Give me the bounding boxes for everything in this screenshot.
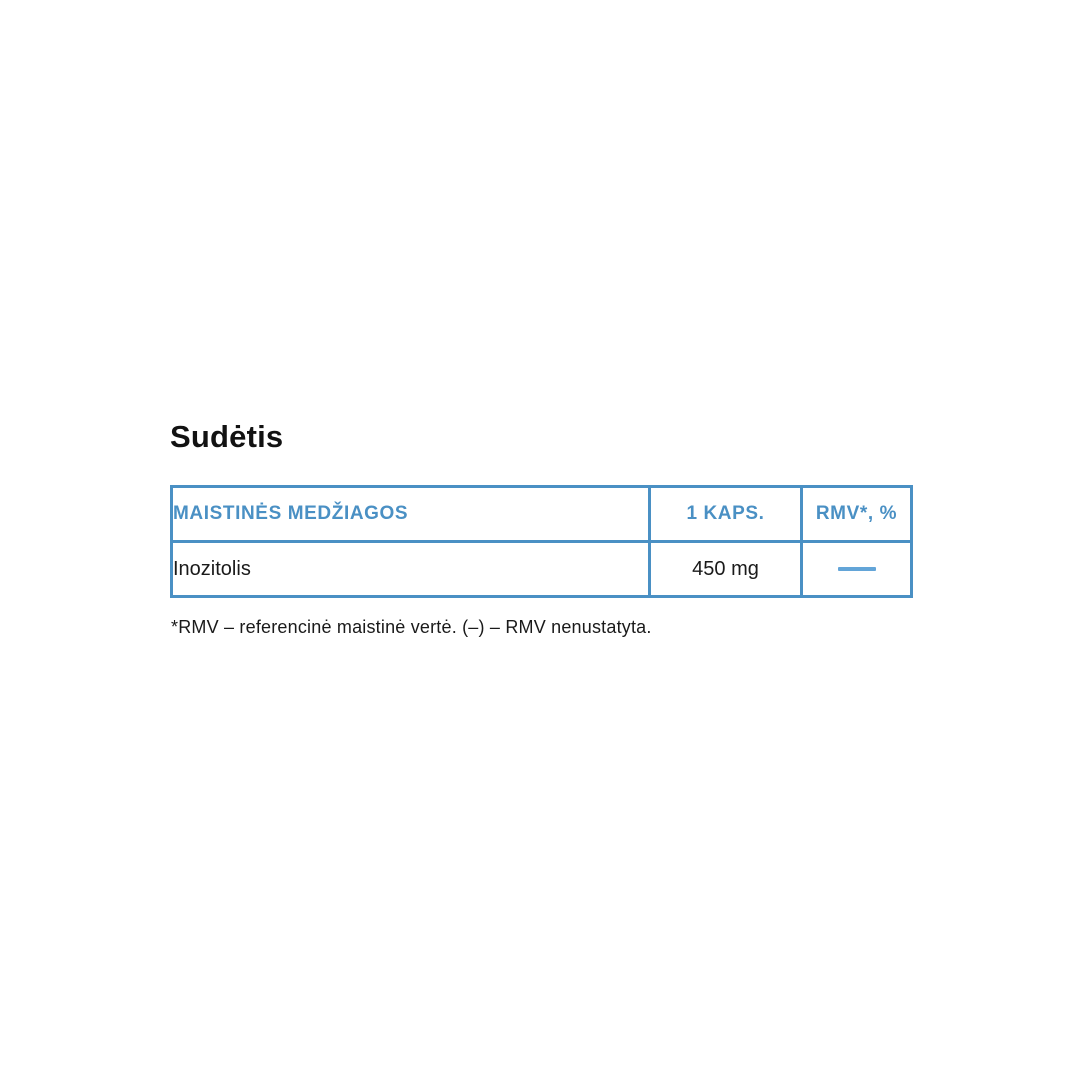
header-nutrients: MAISTINĖS MEDŽIAGOS xyxy=(172,487,650,542)
table-header-row xyxy=(172,487,912,542)
nutrient-name: Inozitolis xyxy=(172,542,650,597)
rmv-dash-icon xyxy=(838,567,876,571)
nutrient-amount: 450 mg xyxy=(650,542,802,597)
table-row xyxy=(172,542,912,597)
section-title: Sudėtis xyxy=(170,419,284,454)
nutrition-table xyxy=(170,485,913,598)
header-per-capsule: 1 KAPS. xyxy=(650,487,802,542)
nutrient-rmv-cell xyxy=(802,542,912,597)
footnote: *RMV – referencinė maistinė vertė. (–) – RMV nenustatyta. xyxy=(171,617,652,637)
header-rmv: RMV*, % xyxy=(802,487,912,542)
